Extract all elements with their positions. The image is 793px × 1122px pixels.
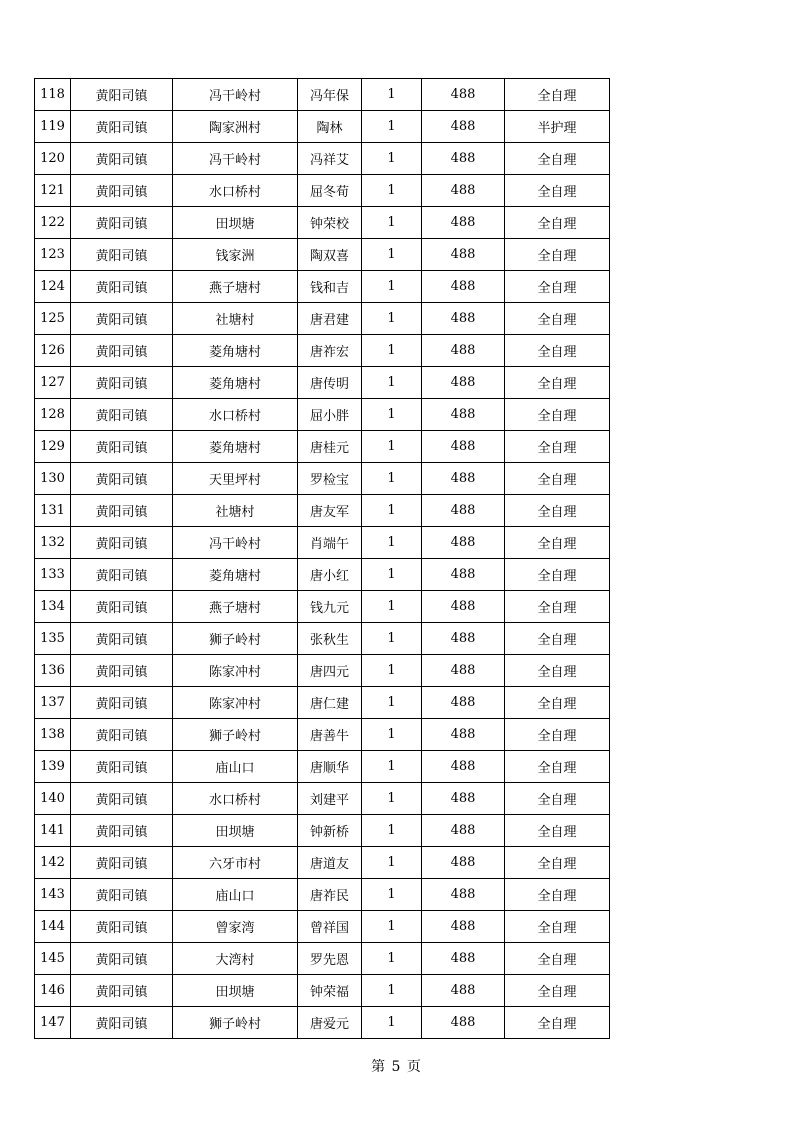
- cell-care-type: 全自理: [505, 783, 610, 815]
- records-table: [34, 78, 610, 1039]
- cell-village: 庙山口: [173, 879, 298, 911]
- table-row: [35, 431, 610, 463]
- cell-count: 1: [362, 719, 422, 751]
- cell-count: 1: [362, 623, 422, 655]
- cell-name: 冯年保: [298, 79, 362, 111]
- cell-name: 张秋生: [298, 623, 362, 655]
- cell-town: 黄阳司镇: [71, 559, 173, 591]
- cell-number: 121: [35, 175, 71, 207]
- table-row: [35, 559, 610, 591]
- table-row: [35, 623, 610, 655]
- cell-care-type: 全自理: [505, 1007, 610, 1039]
- cell-number: 134: [35, 591, 71, 623]
- cell-name: 唐祚民: [298, 879, 362, 911]
- cell-count: 1: [362, 559, 422, 591]
- cell-village: 冯干岭村: [173, 143, 298, 175]
- table-row: [35, 495, 610, 527]
- cell-village: 田坝塘: [173, 207, 298, 239]
- cell-village: 狮子岭村: [173, 1007, 298, 1039]
- cell-name: 罗先恩: [298, 943, 362, 975]
- cell-count: 1: [362, 239, 422, 271]
- cell-village: 曾家湾: [173, 911, 298, 943]
- cell-amount: 488: [422, 335, 505, 367]
- cell-name: 罗检宝: [298, 463, 362, 495]
- cell-count: 1: [362, 175, 422, 207]
- cell-name: 钱和吉: [298, 271, 362, 303]
- cell-town: 黄阳司镇: [71, 687, 173, 719]
- cell-amount: 488: [422, 431, 505, 463]
- table-row: [35, 399, 610, 431]
- cell-village: 水口桥村: [173, 783, 298, 815]
- cell-name: 钱九元: [298, 591, 362, 623]
- cell-count: 1: [362, 335, 422, 367]
- cell-number: 118: [35, 79, 71, 111]
- cell-village: 陶家洲村: [173, 111, 298, 143]
- cell-number: 130: [35, 463, 71, 495]
- cell-count: 1: [362, 783, 422, 815]
- cell-town: 黄阳司镇: [71, 1007, 173, 1039]
- cell-count: 1: [362, 687, 422, 719]
- cell-amount: 488: [422, 655, 505, 687]
- cell-number: 123: [35, 239, 71, 271]
- cell-town: 黄阳司镇: [71, 591, 173, 623]
- cell-amount: 488: [422, 879, 505, 911]
- cell-count: 1: [362, 207, 422, 239]
- cell-number: 138: [35, 719, 71, 751]
- table-row: [35, 655, 610, 687]
- cell-care-type: 全自理: [505, 431, 610, 463]
- cell-name: 钟荣校: [298, 207, 362, 239]
- cell-amount: 488: [422, 303, 505, 335]
- page-footer-suffix: 页: [406, 1059, 422, 1075]
- table-row: [35, 527, 610, 559]
- table-row: [35, 751, 610, 783]
- cell-number: 127: [35, 367, 71, 399]
- cell-amount: 488: [422, 911, 505, 943]
- cell-name: 唐小红: [298, 559, 362, 591]
- table-row: [35, 687, 610, 719]
- cell-name: 唐道友: [298, 847, 362, 879]
- cell-number: 140: [35, 783, 71, 815]
- cell-village: 菱角塘村: [173, 431, 298, 463]
- cell-care-type: 全自理: [505, 719, 610, 751]
- table-row: [35, 815, 610, 847]
- cell-care-type: 全自理: [505, 303, 610, 335]
- cell-amount: 488: [422, 495, 505, 527]
- cell-care-type: 全自理: [505, 815, 610, 847]
- cell-care-type: 全自理: [505, 239, 610, 271]
- cell-town: 黄阳司镇: [71, 751, 173, 783]
- cell-care-type: 全自理: [505, 399, 610, 431]
- cell-town: 黄阳司镇: [71, 367, 173, 399]
- cell-count: 1: [362, 591, 422, 623]
- cell-count: 1: [362, 943, 422, 975]
- cell-count: 1: [362, 751, 422, 783]
- cell-name: 陶林: [298, 111, 362, 143]
- cell-amount: 488: [422, 239, 505, 271]
- cell-amount: 488: [422, 175, 505, 207]
- cell-village: 狮子岭村: [173, 623, 298, 655]
- cell-amount: 488: [422, 527, 505, 559]
- cell-village: 田坝塘: [173, 975, 298, 1007]
- cell-number: 125: [35, 303, 71, 335]
- cell-amount: 488: [422, 367, 505, 399]
- table-row: [35, 943, 610, 975]
- cell-name: 刘建平: [298, 783, 362, 815]
- cell-amount: 488: [422, 719, 505, 751]
- cell-amount: 488: [422, 815, 505, 847]
- cell-town: 黄阳司镇: [71, 943, 173, 975]
- cell-town: 黄阳司镇: [71, 143, 173, 175]
- cell-number: 141: [35, 815, 71, 847]
- table-row: [35, 143, 610, 175]
- table-row: [35, 463, 610, 495]
- cell-amount: 488: [422, 847, 505, 879]
- cell-count: 1: [362, 975, 422, 1007]
- cell-amount: 488: [422, 559, 505, 591]
- page-number: 5: [391, 1059, 402, 1075]
- cell-care-type: 全自理: [505, 463, 610, 495]
- cell-number: 137: [35, 687, 71, 719]
- cell-town: 黄阳司镇: [71, 431, 173, 463]
- cell-village: 陈家冲村: [173, 655, 298, 687]
- cell-village: 燕子塘村: [173, 271, 298, 303]
- table-row: [35, 591, 610, 623]
- cell-amount: 488: [422, 751, 505, 783]
- cell-name: 唐顺华: [298, 751, 362, 783]
- table-row: [35, 719, 610, 751]
- cell-name: 屈小胖: [298, 399, 362, 431]
- cell-care-type: 全自理: [505, 335, 610, 367]
- cell-amount: 488: [422, 463, 505, 495]
- cell-village: 大湾村: [173, 943, 298, 975]
- cell-village: 六牙市村: [173, 847, 298, 879]
- cell-town: 黄阳司镇: [71, 79, 173, 111]
- cell-care-type: 全自理: [505, 175, 610, 207]
- cell-number: 139: [35, 751, 71, 783]
- cell-care-type: 全自理: [505, 271, 610, 303]
- cell-amount: 488: [422, 591, 505, 623]
- cell-number: 119: [35, 111, 71, 143]
- cell-village: 菱角塘村: [173, 559, 298, 591]
- cell-name: 唐友军: [298, 495, 362, 527]
- cell-village: 社塘村: [173, 495, 298, 527]
- cell-care-type: 全自理: [505, 687, 610, 719]
- cell-name: 冯祥艾: [298, 143, 362, 175]
- cell-amount: 488: [422, 143, 505, 175]
- cell-town: 黄阳司镇: [71, 975, 173, 1007]
- cell-count: 1: [362, 527, 422, 559]
- cell-village: 田坝塘: [173, 815, 298, 847]
- cell-village: 水口桥村: [173, 175, 298, 207]
- cell-village: 燕子塘村: [173, 591, 298, 623]
- cell-village: 社塘村: [173, 303, 298, 335]
- cell-count: 1: [362, 655, 422, 687]
- records-table-body: [35, 79, 610, 1039]
- table-row: [35, 911, 610, 943]
- cell-amount: 488: [422, 79, 505, 111]
- cell-town: 黄阳司镇: [71, 399, 173, 431]
- cell-town: 黄阳司镇: [71, 111, 173, 143]
- cell-name: 屈冬荀: [298, 175, 362, 207]
- cell-number: 142: [35, 847, 71, 879]
- cell-name: 钟荣福: [298, 975, 362, 1007]
- cell-amount: 488: [422, 1007, 505, 1039]
- table-row: [35, 111, 610, 143]
- cell-count: 1: [362, 431, 422, 463]
- table-row: [35, 879, 610, 911]
- cell-name: 陶双喜: [298, 239, 362, 271]
- cell-count: 1: [362, 367, 422, 399]
- cell-town: 黄阳司镇: [71, 207, 173, 239]
- cell-amount: 488: [422, 687, 505, 719]
- table-row: [35, 367, 610, 399]
- cell-care-type: 全自理: [505, 911, 610, 943]
- cell-number: 124: [35, 271, 71, 303]
- cell-care-type: 全自理: [505, 943, 610, 975]
- cell-amount: 488: [422, 399, 505, 431]
- cell-amount: 488: [422, 111, 505, 143]
- cell-count: 1: [362, 463, 422, 495]
- table-row: [35, 207, 610, 239]
- cell-count: 1: [362, 847, 422, 879]
- cell-care-type: 全自理: [505, 879, 610, 911]
- cell-amount: 488: [422, 783, 505, 815]
- cell-count: 1: [362, 911, 422, 943]
- cell-count: 1: [362, 879, 422, 911]
- cell-number: 144: [35, 911, 71, 943]
- cell-village: 冯干岭村: [173, 79, 298, 111]
- cell-number: 132: [35, 527, 71, 559]
- cell-name: 唐祚宏: [298, 335, 362, 367]
- cell-name: 唐桂元: [298, 431, 362, 463]
- cell-name: 曾祥国: [298, 911, 362, 943]
- cell-care-type: 全自理: [505, 79, 610, 111]
- cell-number: 122: [35, 207, 71, 239]
- table-row: [35, 1007, 610, 1039]
- cell-number: 135: [35, 623, 71, 655]
- cell-care-type: 全自理: [505, 207, 610, 239]
- cell-number: 146: [35, 975, 71, 1007]
- cell-care-type: 全自理: [505, 495, 610, 527]
- cell-care-type: 全自理: [505, 527, 610, 559]
- cell-care-type: 全自理: [505, 591, 610, 623]
- cell-number: 129: [35, 431, 71, 463]
- cell-town: 黄阳司镇: [71, 495, 173, 527]
- cell-number: 120: [35, 143, 71, 175]
- cell-town: 黄阳司镇: [71, 239, 173, 271]
- cell-care-type: 全自理: [505, 847, 610, 879]
- cell-count: 1: [362, 495, 422, 527]
- cell-village: 冯干岭村: [173, 527, 298, 559]
- cell-village: 菱角塘村: [173, 367, 298, 399]
- cell-care-type: 全自理: [505, 623, 610, 655]
- cell-name: 唐善牛: [298, 719, 362, 751]
- table-row: [35, 335, 610, 367]
- cell-count: 1: [362, 111, 422, 143]
- cell-village: 狮子岭村: [173, 719, 298, 751]
- cell-town: 黄阳司镇: [71, 815, 173, 847]
- table-row: [35, 303, 610, 335]
- cell-number: 136: [35, 655, 71, 687]
- cell-care-type: 全自理: [505, 751, 610, 783]
- cell-town: 黄阳司镇: [71, 847, 173, 879]
- cell-village: 陈家冲村: [173, 687, 298, 719]
- cell-count: 1: [362, 1007, 422, 1039]
- cell-village: 钱家洲: [173, 239, 298, 271]
- cell-care-type: 全自理: [505, 367, 610, 399]
- cell-number: 128: [35, 399, 71, 431]
- table-row: [35, 271, 610, 303]
- cell-name: 唐仁建: [298, 687, 362, 719]
- cell-care-type: 全自理: [505, 559, 610, 591]
- cell-amount: 488: [422, 271, 505, 303]
- cell-town: 黄阳司镇: [71, 719, 173, 751]
- cell-town: 黄阳司镇: [71, 271, 173, 303]
- cell-care-type: 全自理: [505, 143, 610, 175]
- cell-name: 唐爱元: [298, 1007, 362, 1039]
- cell-count: 1: [362, 399, 422, 431]
- cell-town: 黄阳司镇: [71, 879, 173, 911]
- table-row: [35, 175, 610, 207]
- cell-town: 黄阳司镇: [71, 911, 173, 943]
- cell-town: 黄阳司镇: [71, 463, 173, 495]
- cell-name: 钟新桥: [298, 815, 362, 847]
- cell-number: 143: [35, 879, 71, 911]
- table-row: [35, 783, 610, 815]
- cell-amount: 488: [422, 623, 505, 655]
- cell-care-type: 半护理: [505, 111, 610, 143]
- cell-count: 1: [362, 79, 422, 111]
- page-footer: [0, 1056, 793, 1076]
- cell-number: 145: [35, 943, 71, 975]
- table-row: [35, 975, 610, 1007]
- cell-count: 1: [362, 303, 422, 335]
- cell-care-type: 全自理: [505, 655, 610, 687]
- cell-count: 1: [362, 815, 422, 847]
- cell-number: 126: [35, 335, 71, 367]
- cell-name: 唐四元: [298, 655, 362, 687]
- cell-town: 黄阳司镇: [71, 655, 173, 687]
- cell-count: 1: [362, 143, 422, 175]
- table-row: [35, 239, 610, 271]
- table-row: [35, 847, 610, 879]
- cell-town: 黄阳司镇: [71, 175, 173, 207]
- cell-number: 133: [35, 559, 71, 591]
- cell-care-type: 全自理: [505, 975, 610, 1007]
- cell-amount: 488: [422, 943, 505, 975]
- cell-count: 1: [362, 271, 422, 303]
- cell-name: 唐传明: [298, 367, 362, 399]
- cell-town: 黄阳司镇: [71, 303, 173, 335]
- cell-number: 147: [35, 1007, 71, 1039]
- cell-name: 唐君建: [298, 303, 362, 335]
- cell-amount: 488: [422, 975, 505, 1007]
- cell-number: 131: [35, 495, 71, 527]
- page-footer-prefix: 第: [371, 1059, 387, 1075]
- cell-town: 黄阳司镇: [71, 783, 173, 815]
- cell-village: 菱角塘村: [173, 335, 298, 367]
- cell-village: 天里坪村: [173, 463, 298, 495]
- cell-town: 黄阳司镇: [71, 527, 173, 559]
- cell-village: 庙山口: [173, 751, 298, 783]
- cell-town: 黄阳司镇: [71, 335, 173, 367]
- cell-amount: 488: [422, 207, 505, 239]
- cell-village: 水口桥村: [173, 399, 298, 431]
- table-row: [35, 79, 610, 111]
- cell-name: 肖端午: [298, 527, 362, 559]
- cell-town: 黄阳司镇: [71, 623, 173, 655]
